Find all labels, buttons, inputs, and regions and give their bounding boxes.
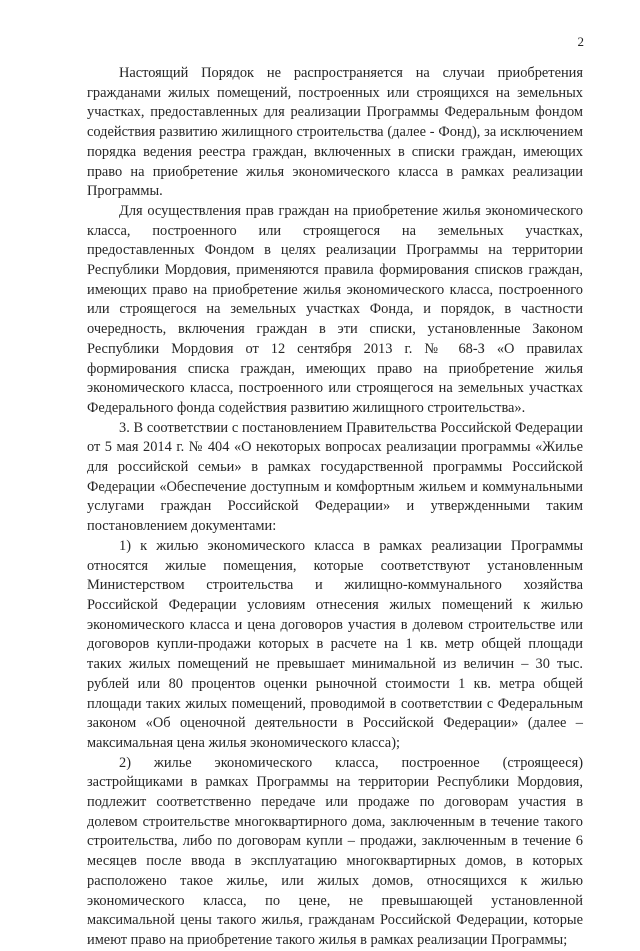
document-body	[87, 64, 583, 951]
page-number: 2	[577, 34, 584, 49]
paragraph-subitem-2: 2) жилье экономического класса, построенное (строящееся) застройщиками в рамках Программы на территории Республики Мордовия, подлежит соответственно передаче или продаже по договорам участия в долевом строительстве многоквартирного дома, заключенным в течение такого строительства, либо по договорам купли – продажи, заключенным в течение 6 месяцев после ввода в эксплуатацию многоквартирных домов, в которых расположено такое жилье, или жилых домов, относящихся к жилью экономического класса, по цене, не превышающей установленной максимальной цены такого жилья, гражданам Российской Федерации, которые имеют право на приобретение такого жилья в рамках реализации Программы;	[87, 754, 583, 948]
paragraph-fund-rights: Для осуществления прав граждан на приобретение жилья экономического класса, построенного или строящегося на земельных участках, предоставленных Фондом в целях реализации Программы на территории Республики Мордовия, применяются правила формирования списков граждан, имеющих право на приобретение жилья экономического класса, построенного или строящегося на земельных участках Фонда, и порядок, в частности очередность, включения граждан в эти списки, установленные Законом Республики Мордовия от 12 сентября 2013 г. № 68-З «О правилах формирования списка граждан, имеющих право на приобретение жилья экономического класса, построенного или строящегося на земельных участках Федерального фонда содействия развитию жилищного строительства».	[87, 202, 583, 416]
paragraph-item-3: 3. В соответствии с постановлением Правительства Российской Федерации от 5 мая 2014 г. № 404 «О некоторых вопросах реализации программы «Жилье для российской семьи» в рамках государственной программы Российской Федерации «Обеспечение доступным и комфортным жильем и коммунальными услугами граждан Российской Федерации» и утвержденными таким постановлением документами:	[87, 419, 583, 535]
paragraph-scope: Настоящий Порядок не распространяется на случаи приобретения гражданами жилых помещений, построенных или строящихся на земельных участках, предоставленных для реализации Программы Федеральным фондом содействия развитию жилищного строительства (далее - Фонд), за исключением порядка ведения реестра граждан, включенных в списки граждан, имеющих право на приобретение жилья экономического класса в рамках реализации Программы.	[87, 65, 583, 200]
paragraph-subitem-1: 1) к жилью экономического класса в рамках реализации Программы относятся жилые помещения, которые соответствуют установленным Министерством строительства и жилищно-коммунального хозяйства Российской Федерации условиям отнесения жилых помещений к жилью экономического класса и цена договоров участия в долевом строительстве или договоров купли-продажи которых в расчете на 1 кв. метр общей площади таких жилых помещений не превышает минимальной из величин – 30 тыс. рублей или 80 процентов оценки рыночной стоимости 1 кв. метра общей площади таких жилых помещений, проводимой в соответствии с Федеральным законом «Об оценочной деятельности в Российской Федерации» (далее – максимальная цена жилья экономического класса);	[87, 537, 583, 751]
